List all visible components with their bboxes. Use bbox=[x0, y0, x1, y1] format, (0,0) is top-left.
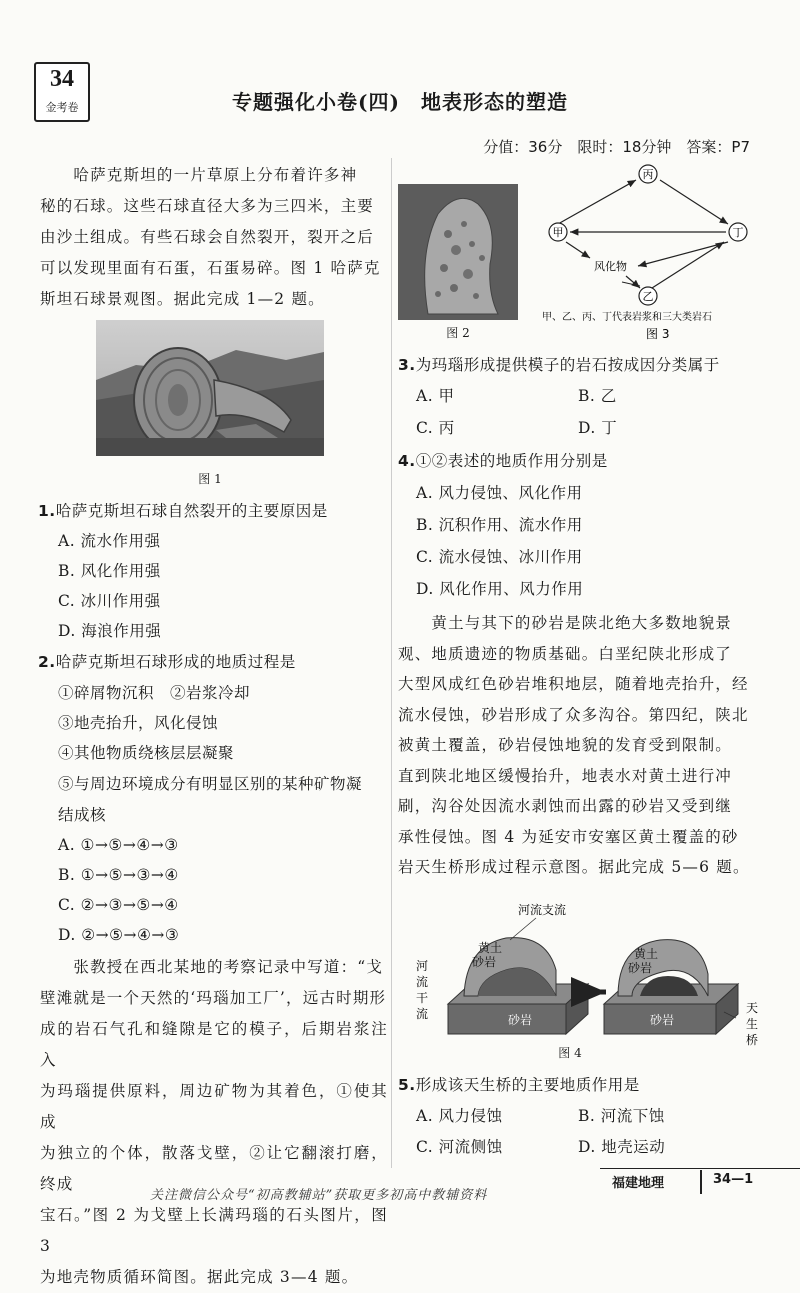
passage-line: 流水侵蚀，砂岩形成了众多沟谷。第四纪，陕北 bbox=[398, 705, 749, 724]
weathering-label: 风化物 bbox=[594, 260, 627, 273]
passage-line: 宝石。”图 2 为戈壁上长满玛瑙的石头图片，图 3 bbox=[40, 1206, 388, 1255]
passage-line: 为玛瑙提供原料，周边矿物为其着色，①使其成 bbox=[40, 1082, 388, 1131]
node-bing-label: 丙 bbox=[642, 168, 654, 181]
main-river-label-2: 流 bbox=[416, 975, 429, 989]
figure-2-photo bbox=[398, 184, 518, 320]
passage-line: 承性侵蚀。图 4 为延安市安塞区黄土覆盖的砂 bbox=[398, 827, 739, 846]
passage-line: 为地壳物质循环简图。据此完成 3—4 题。 bbox=[40, 1268, 359, 1286]
stone-ball-image bbox=[96, 320, 324, 456]
question-3 bbox=[398, 350, 778, 380]
q3-option-a[interactable]: A. 甲 bbox=[416, 387, 455, 405]
q5-option-c[interactable]: C. 河流侧蚀 bbox=[416, 1138, 503, 1156]
left-block-front bbox=[448, 1004, 566, 1034]
passage-line: 刷，沟谷处因流水剥蚀而出露的砂岩又受到继 bbox=[398, 797, 733, 815]
question-number: 4. bbox=[398, 452, 416, 470]
question-5 bbox=[398, 1070, 778, 1100]
figure-2-caption: 图 2 bbox=[446, 326, 470, 340]
loess-label-left: 黄土 bbox=[478, 941, 503, 955]
tributary-label: 河流支流 bbox=[518, 903, 567, 917]
bridge-opening bbox=[640, 976, 698, 996]
figure-3-caption: 图 3 bbox=[646, 327, 670, 341]
question-2 bbox=[38, 647, 388, 677]
node-yi-label: 乙 bbox=[642, 290, 654, 303]
passage-line: 被黄土覆盖，砂岩侵蚀地貌的发育受到限制。 bbox=[398, 736, 733, 754]
passage-line: 秘的石球。这些石球直径大多为三四米，主要 bbox=[40, 197, 375, 215]
q2-option-a[interactable]: A. ①→⑤→④→③ bbox=[58, 836, 179, 854]
bridge-label-3: 桥 bbox=[746, 1033, 759, 1047]
question-stem: 形成该天生桥的主要地质作用是 bbox=[415, 1076, 640, 1094]
q2-item-4: ⑤与周边环境成分有明显区别的某种矿物凝 bbox=[58, 775, 363, 793]
q5-option-d[interactable]: D. 地壳运动 bbox=[578, 1138, 666, 1156]
question-1 bbox=[38, 496, 388, 526]
figure-1-photo bbox=[96, 320, 324, 456]
q1-option-b[interactable]: B. 风化作用强 bbox=[58, 562, 161, 580]
passage-line: 哈萨克斯坦的一片草原上分布着许多神 bbox=[40, 166, 358, 184]
question-number: 1. bbox=[38, 502, 56, 520]
footer-promo-note: 关注微信公众号“初高教辅站”获取更多初高中教辅资料 bbox=[150, 1188, 488, 1203]
main-river-label-1: 河 bbox=[416, 959, 429, 973]
question-stem: 哈萨克斯坦石球形成的地质过程是 bbox=[55, 653, 296, 671]
sandstone-label-left-base: 砂岩 bbox=[508, 1013, 533, 1027]
main-river-label-4: 流 bbox=[416, 1007, 429, 1021]
passage-line: 观、地质遗迹的物质基础。白垩纪陕北形成了 bbox=[398, 644, 733, 663]
node-ding-label: 丁 bbox=[732, 226, 744, 239]
question-stem: ①②表述的地质作用分别是 bbox=[415, 452, 608, 470]
node-jia-label: 甲 bbox=[552, 226, 564, 239]
q3-option-c[interactable]: C. 丙 bbox=[416, 419, 455, 437]
figure-4-caption: 图 4 bbox=[558, 1046, 582, 1060]
q4-option-c[interactable]: C. 流水侵蚀、冰川作用 bbox=[416, 548, 583, 566]
q2-option-b[interactable]: B. ①→⑤→③→④ bbox=[58, 866, 179, 884]
passage-line: 成的岩石气孔和缝隙是它的模子，后期岩浆注入 bbox=[40, 1020, 388, 1069]
q2-item-3: ④其他物质绕核层层凝聚 bbox=[58, 744, 235, 762]
q3-option-b[interactable]: B. 乙 bbox=[578, 387, 617, 405]
sandstone-label-right: 砂岩 bbox=[628, 961, 653, 975]
figure-1-caption: 图 1 bbox=[198, 472, 222, 486]
q4-option-b[interactable]: B. 沉积作用、流水作用 bbox=[416, 516, 583, 534]
q5-option-a[interactable]: A. 风力侵蚀 bbox=[416, 1107, 503, 1125]
q1-option-a[interactable]: A. 流水作用强 bbox=[58, 532, 161, 550]
passage-3 bbox=[398, 608, 762, 883]
q4-option-d[interactable]: D. 风化作用、风力作用 bbox=[416, 580, 584, 598]
passage-line: 张教授在西北某地的考察记录中写道：“戈 bbox=[40, 958, 384, 976]
q2-option-c[interactable]: C. ②→③→⑤→④ bbox=[58, 896, 179, 914]
passage-1 bbox=[40, 160, 388, 315]
q5-option-b[interactable]: B. 河流下蚀 bbox=[578, 1107, 665, 1125]
q1-option-c[interactable]: C. 冰川作用强 bbox=[58, 592, 161, 610]
bridge-label-2: 生 bbox=[746, 1017, 759, 1031]
q2-item-2: ③地壳抬升，风化侵蚀 bbox=[58, 714, 219, 732]
sandstone-label-right-base: 砂岩 bbox=[650, 1013, 675, 1027]
q2-option-d[interactable]: D. ②→⑤→④→③ bbox=[58, 926, 180, 944]
passage-line: 壁滩就是一个天然的‘玛瑙加工厂’，远古时期形 bbox=[40, 989, 387, 1007]
score-time-answer: 分值：36分 限时：18分钟 答案：P7 bbox=[483, 138, 750, 156]
loess-label-right: 黄土 bbox=[634, 947, 659, 961]
question-stem: 哈萨克斯坦石球自然裂开的主要原因是 bbox=[55, 502, 328, 520]
footer-separator bbox=[700, 1170, 702, 1194]
passage-line: 直到陕北地区缓慢抬升，地表水对黄土进行冲 bbox=[398, 766, 733, 785]
arrow-weathering-yi bbox=[626, 276, 640, 288]
main-river-label-3: 干 bbox=[416, 991, 429, 1005]
question-stem: 为玛瑙形成提供模子的岩石按成因分类属于 bbox=[415, 356, 720, 374]
q2-item-1: ①碎屑物沉积 ②岩浆冷却 bbox=[58, 684, 251, 702]
q4-option-a[interactable]: A. 风力侵蚀、风化作用 bbox=[416, 484, 583, 502]
agate-rock-image bbox=[398, 184, 518, 320]
logo-text: 金考卷 bbox=[45, 101, 79, 114]
sandstone-label-left: 砂岩 bbox=[472, 955, 497, 969]
arrow-ding-weathering bbox=[638, 242, 728, 266]
arrow-yi-weathering bbox=[622, 282, 640, 286]
question-number: 5. bbox=[398, 1076, 416, 1094]
page-title: 专题强化小卷(四) 地表形态的塑造 bbox=[232, 90, 568, 114]
question-4 bbox=[398, 446, 778, 476]
passage-line: 可以发现里面有石蛋，石蛋易碎。图 1 哈萨克 bbox=[40, 259, 381, 277]
arrow-bing-ding bbox=[660, 180, 728, 224]
arrow-jia-weathering bbox=[566, 242, 590, 258]
footer-subject: 福建地理 bbox=[612, 1176, 665, 1191]
passage-2 bbox=[40, 952, 388, 1293]
q2-item-5: 结成核 bbox=[58, 806, 107, 824]
passage-line: 斯坦石球景观图。据此完成 1—2 题。 bbox=[40, 290, 325, 308]
footer-page-number: 34—1 bbox=[713, 1172, 754, 1187]
arrow-jia-bing bbox=[558, 180, 636, 224]
passage-line: 岩天生桥形成过程示意图。据此完成 5—6 题。 bbox=[398, 858, 750, 876]
logo-number: 34 bbox=[50, 66, 74, 92]
figure-3-rock-cycle bbox=[528, 158, 778, 344]
q1-option-d[interactable]: D. 海浪作用强 bbox=[58, 622, 162, 640]
bridge-label-1: 天 bbox=[746, 1001, 759, 1015]
passage-line: 为独立的个体，散落戈壁，②让它翻滚打磨，终成 bbox=[40, 1144, 388, 1193]
question-number: 3. bbox=[398, 356, 416, 374]
leader-tributary bbox=[510, 918, 536, 940]
question-number: 2. bbox=[38, 653, 56, 671]
passage-line: 黄土与其下的砂岩是陕北绝大多数地貌景 bbox=[398, 614, 733, 632]
q3-option-d[interactable]: D. 丁 bbox=[578, 419, 618, 437]
passage-line: 大型风成红色砂岩堆积地层，随着地壳抬升，经 bbox=[398, 675, 749, 693]
passage-line: 由沙土组成。有些石球会自然裂开，裂开之后 bbox=[40, 228, 375, 246]
figure-4-natural-bridge bbox=[406, 900, 768, 1060]
figure-3-note: 甲、乙、丙、丁代表岩浆和三大类岩石 bbox=[542, 312, 712, 323]
arrow-yi-ding bbox=[652, 242, 724, 288]
column-divider bbox=[391, 158, 392, 1168]
